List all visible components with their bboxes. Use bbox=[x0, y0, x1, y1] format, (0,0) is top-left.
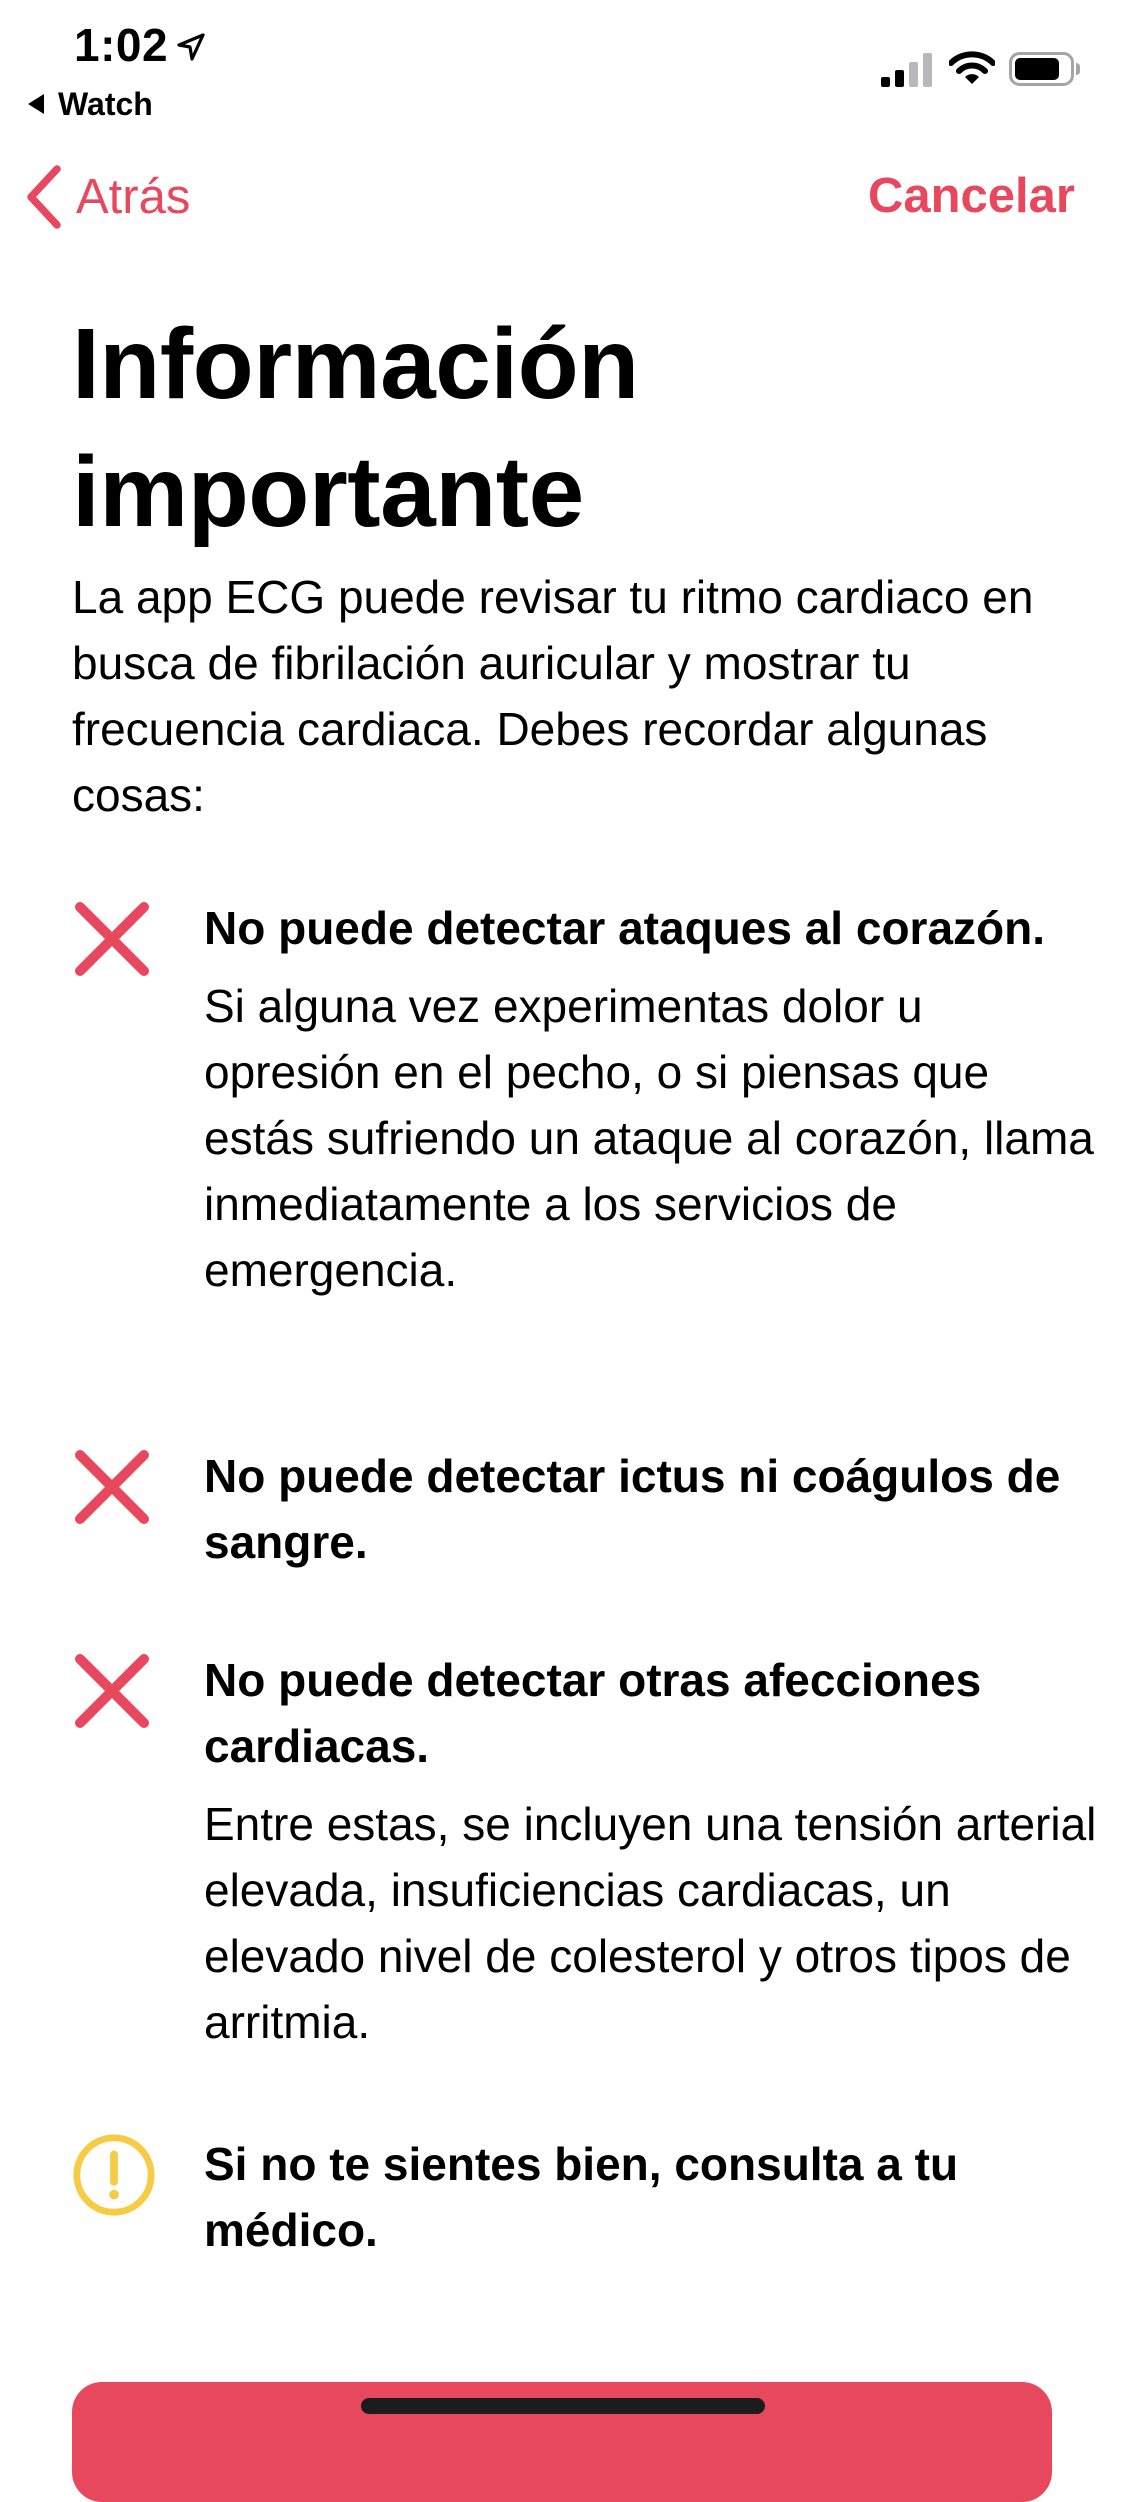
home-indicator[interactable] bbox=[361, 2398, 765, 2414]
info-item-heading: Si no te sientes bien, consulta a tu médico. bbox=[204, 2138, 959, 2256]
info-item-description: Entre estas, se incluyen una tensión arterial elevada, insuficiencias cardiacas, un elevado nivel de colesterol y otros tipos de arritmia. bbox=[204, 1798, 1097, 2048]
intro-text: La app ECG puede revisar tu ritmo cardiaco en busca de fibrilación auricular y mostrar tu frecuencia cardiaca. Debes recordar algunas cosas: bbox=[72, 571, 1034, 821]
x-icon bbox=[72, 899, 152, 979]
back-button-label: Atrás bbox=[76, 170, 191, 224]
info-item-heart-attack bbox=[72, 895, 1094, 1303]
back-triangle-icon bbox=[28, 94, 44, 114]
status-bar bbox=[0, 0, 1125, 130]
page-title: Información importante bbox=[72, 308, 639, 548]
x-icon bbox=[72, 1651, 152, 1731]
chevron-left-icon bbox=[24, 164, 64, 230]
info-item-description: Si alguna vez experimentas dolor u opresión en el pecho, o si piensas que estás sufriendo un ataque al corazón, llama inmediatamente a los servicios de emergencia. bbox=[204, 980, 1094, 1296]
cancel-button[interactable]: Cancelar bbox=[867, 169, 1075, 223]
back-to-app-label: Watch bbox=[58, 85, 153, 122]
info-item-see-doctor bbox=[72, 2131, 1072, 2263]
info-item-stroke bbox=[72, 1443, 1072, 1575]
info-item-other-conditions bbox=[72, 1647, 1097, 2055]
info-item-heading: No puede detectar ictus ni coágulos de sangre. bbox=[204, 1450, 1061, 1568]
info-item-heading: No puede detectar ataques al corazón. bbox=[204, 902, 1046, 954]
wifi-icon bbox=[949, 50, 995, 86]
status-time: 1:02 bbox=[74, 19, 169, 71]
warning-icon bbox=[70, 2131, 158, 2219]
back-to-app-link[interactable] bbox=[28, 84, 153, 124]
location-arrow-icon bbox=[176, 32, 206, 62]
back-button[interactable] bbox=[24, 162, 190, 232]
battery-icon bbox=[1009, 52, 1081, 86]
x-icon bbox=[72, 1447, 152, 1527]
info-item-heading: No puede detectar otras afecciones cardiacas. bbox=[204, 1654, 982, 1772]
cellular-signal-icon bbox=[881, 51, 935, 87]
